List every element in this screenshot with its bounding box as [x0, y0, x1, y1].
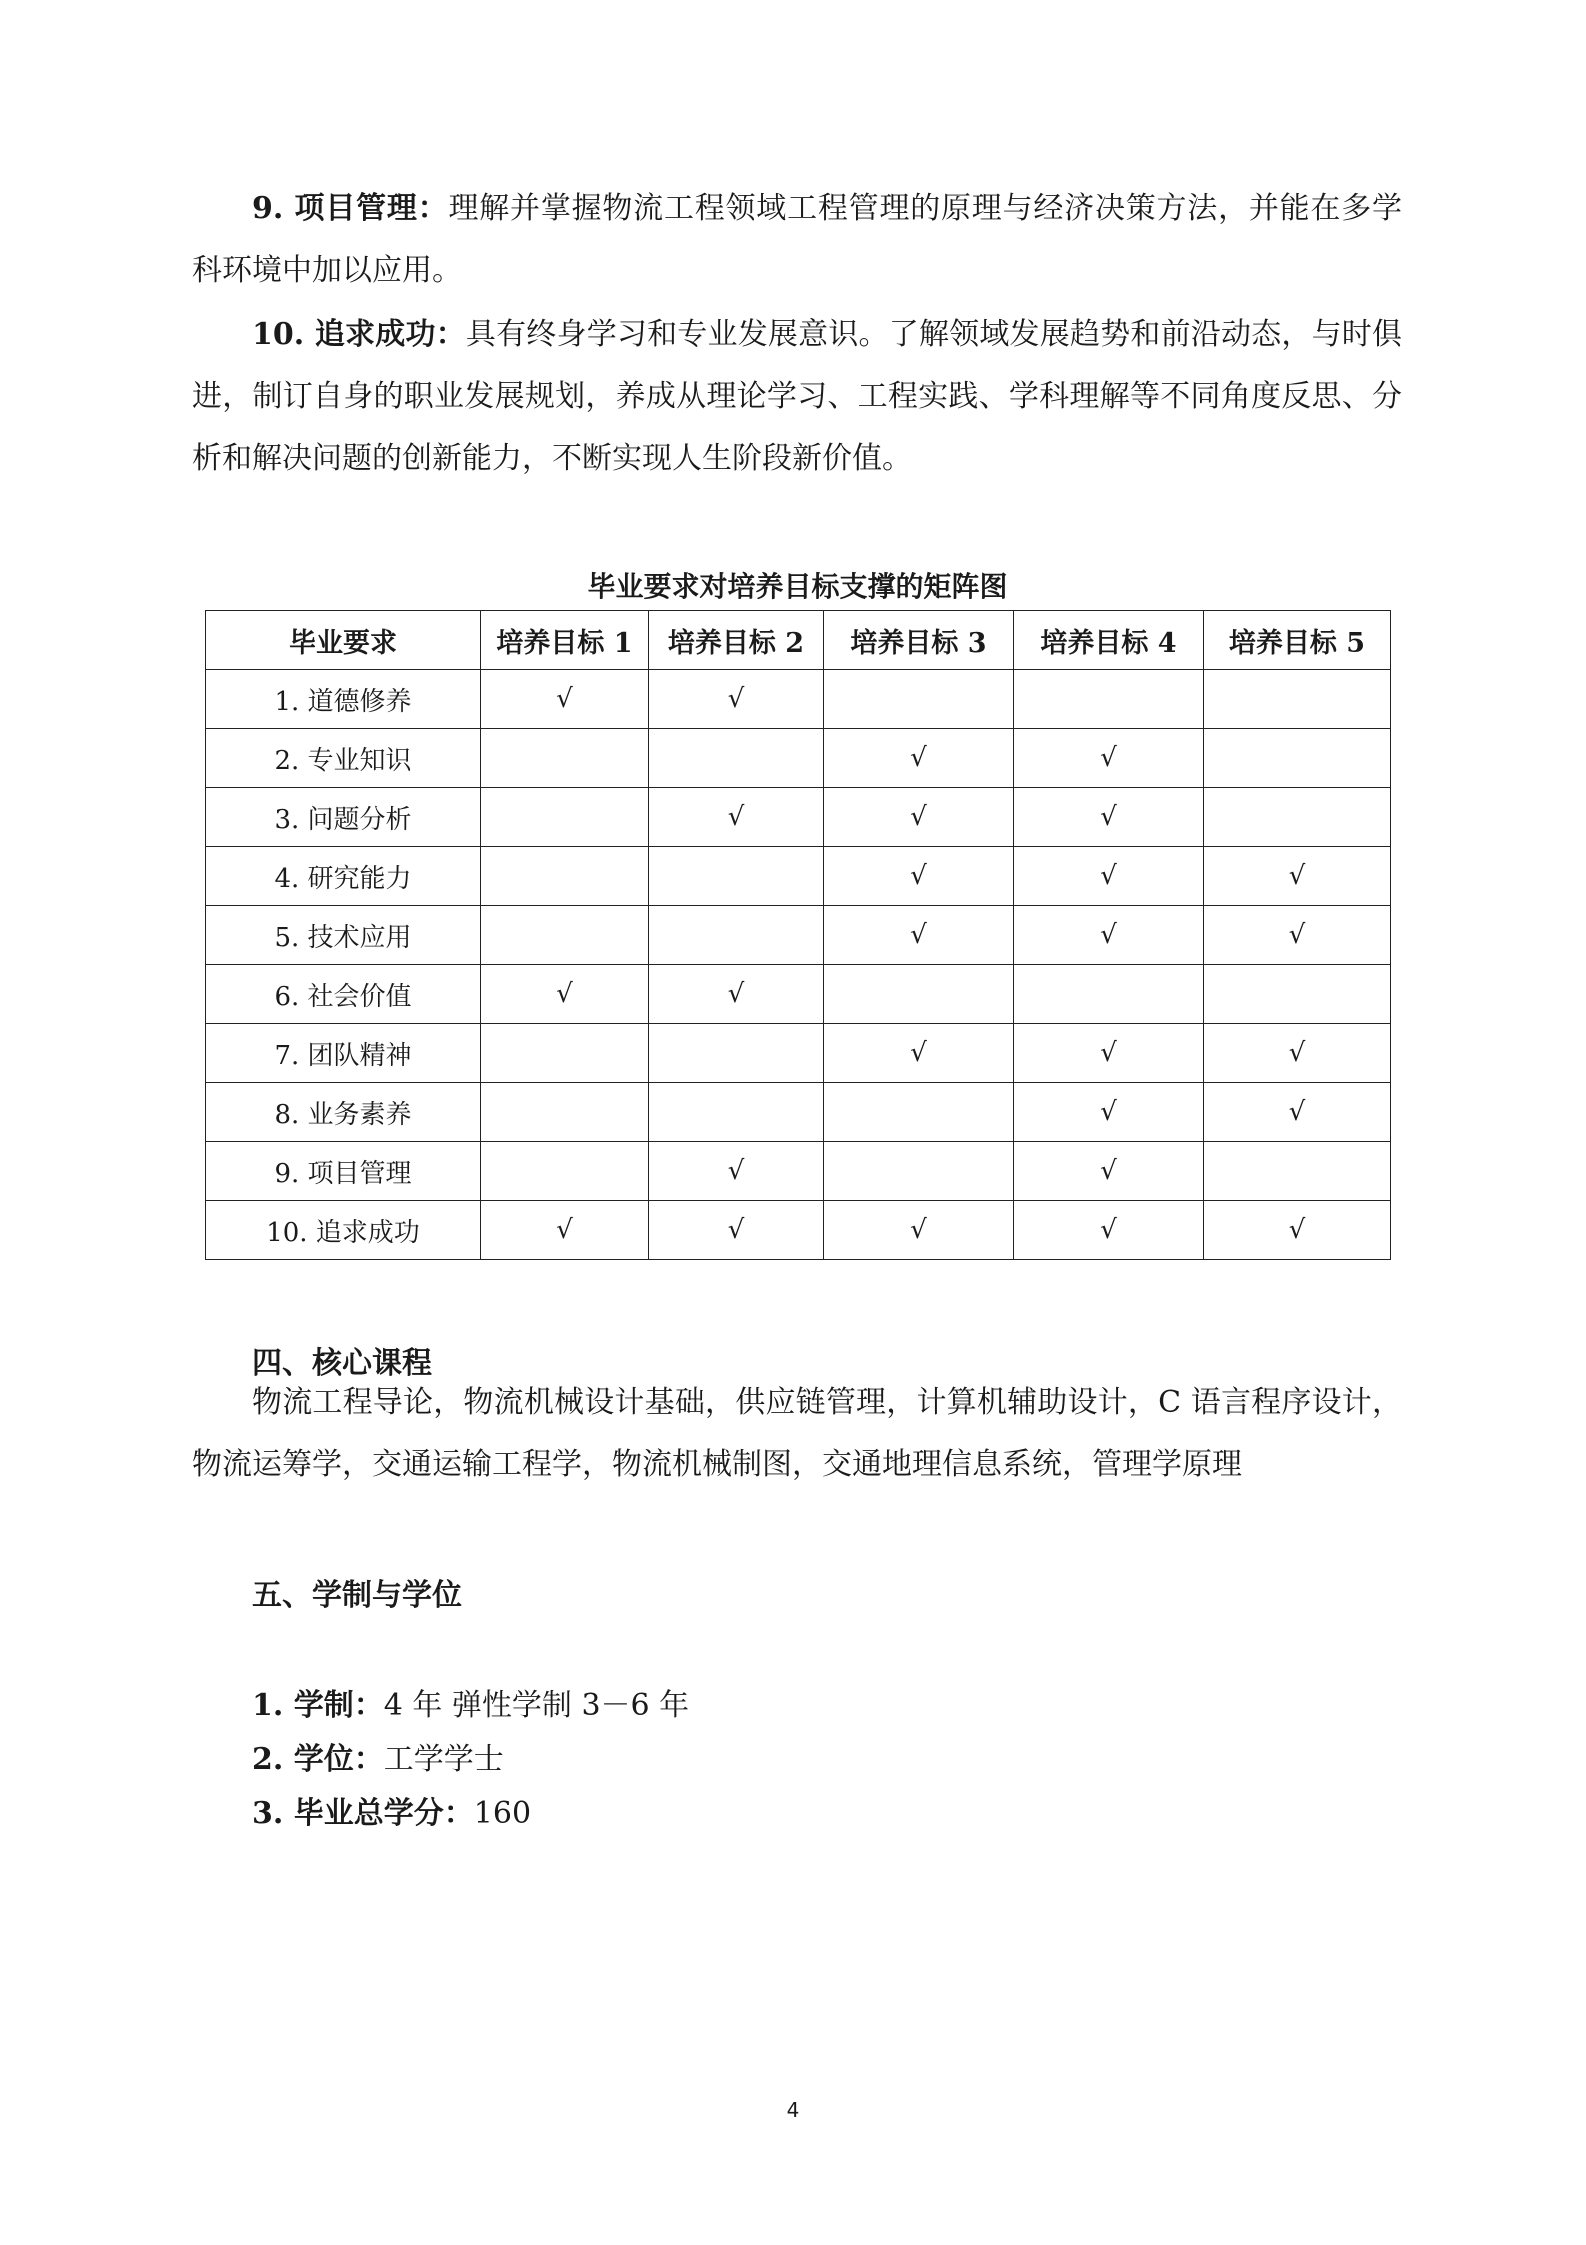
check-mark-cell: √: [824, 847, 1014, 906]
check-mark-cell: √: [1014, 847, 1204, 906]
check-mark-cell: [481, 729, 649, 788]
check-mark-cell: √: [1204, 847, 1391, 906]
check-mark-cell: [1014, 965, 1204, 1024]
table-row: [206, 1024, 1391, 1083]
check-mark-cell: [649, 1024, 824, 1083]
requirement-cell: 9. 项目管理: [206, 1142, 481, 1201]
column-header: 培养目标 1: [481, 611, 649, 670]
section-heading-core-courses: 四、核心课程: [252, 1346, 432, 1381]
page-number: 4: [786, 2098, 800, 2122]
check-mark-cell: √: [1014, 788, 1204, 847]
column-header: 培养目标 4: [1014, 611, 1204, 670]
table-row: [206, 670, 1391, 729]
check-mark-cell: [1204, 1142, 1391, 1201]
check-mark-cell: [481, 1083, 649, 1142]
check-mark-cell: √: [481, 1201, 649, 1260]
paragraph-text: 具有终身学习和专业发展意识。了解领域发展趋势和前沿动态，与时俱进，制订自身的职业发展规划，养成从理论学习、工程实践、学科理解等不同角度反思、分析和解决问题的创新能力，不断实现人生阶段新价值。: [192, 317, 1403, 476]
check-mark-cell: [481, 788, 649, 847]
section-heading-duration-degree: 五、学制与学位: [252, 1578, 462, 1613]
check-mark-cell: √: [824, 1024, 1014, 1083]
paragraph-project-management: [192, 178, 1402, 302]
check-mark-cell: √: [824, 729, 1014, 788]
check-mark-cell: √: [824, 906, 1014, 965]
check-mark-cell: √: [1014, 1142, 1204, 1201]
table-row: [206, 729, 1391, 788]
check-mark-cell: √: [824, 1201, 1014, 1260]
check-mark-cell: √: [1204, 1024, 1391, 1083]
requirement-cell: 3. 问题分析: [206, 788, 481, 847]
item-value: 工学学士: [383, 1742, 504, 1777]
check-mark-cell: √: [1014, 729, 1204, 788]
requirement-cell: 10. 追求成功: [206, 1201, 481, 1260]
check-mark-cell: [1204, 670, 1391, 729]
requirement-cell: 7. 团队精神: [206, 1024, 481, 1083]
check-mark-cell: [481, 847, 649, 906]
table-title: 毕业要求对培养目标支撑的矩阵图: [587, 570, 1008, 603]
table-row: [206, 965, 1391, 1024]
check-mark-cell: [824, 1083, 1014, 1142]
check-mark-cell: [1204, 788, 1391, 847]
item-value: 160: [473, 1796, 532, 1831]
check-mark-cell: √: [649, 788, 824, 847]
check-mark-cell: [824, 965, 1014, 1024]
paragraph-lead: 10. 追求成功：: [252, 317, 466, 352]
check-mark-cell: √: [1204, 906, 1391, 965]
requirement-cell: 6. 社会价值: [206, 965, 481, 1024]
table-header-row: [206, 611, 1391, 670]
check-mark-cell: [1204, 729, 1391, 788]
item-label: 2. 学位：: [252, 1742, 384, 1777]
check-mark-cell: [1204, 965, 1391, 1024]
check-mark-cell: √: [1014, 1083, 1204, 1142]
column-header: 培养目标 2: [649, 611, 824, 670]
item-label: 3. 毕业总学分：: [252, 1796, 474, 1831]
check-mark-cell: [824, 1142, 1014, 1201]
check-mark-cell: [481, 906, 649, 965]
check-mark-cell: √: [1014, 1201, 1204, 1260]
requirement-cell: 2. 专业知识: [206, 729, 481, 788]
check-mark-cell: √: [1204, 1083, 1391, 1142]
check-mark-cell: √: [649, 670, 824, 729]
check-mark-cell: [481, 1142, 649, 1201]
check-mark-cell: [824, 670, 1014, 729]
check-mark-cell: √: [1014, 906, 1204, 965]
check-mark-cell: √: [649, 1142, 824, 1201]
support-matrix-table: [205, 610, 1391, 1260]
requirement-cell: 1. 道德修养: [206, 670, 481, 729]
check-mark-cell: √: [481, 965, 649, 1024]
table-row: [206, 1201, 1391, 1260]
paragraph-pursue-success: [192, 304, 1402, 490]
core-courses-text: 物流工程导论，物流机械设计基础，供应链管理，计算机辅助设计，C 语言程序设计，物流运筹学，交通运输工程学，物流机械制图，交通地理信息系统，管理学原理: [192, 1385, 1402, 1482]
check-mark-cell: √: [649, 1201, 824, 1260]
paragraph-text: 理解并掌握物流工程领域工程管理的原理与经济决策方法，并能在多学科环境中加以应用。: [192, 191, 1402, 288]
table-row: [206, 788, 1391, 847]
check-mark-cell: √: [649, 965, 824, 1024]
column-header: 培养目标 5: [1204, 611, 1391, 670]
table-row: [206, 906, 1391, 965]
check-mark-cell: √: [481, 670, 649, 729]
check-mark-cell: √: [1204, 1201, 1391, 1260]
check-mark-cell: [481, 1024, 649, 1083]
degree-item: [252, 1734, 504, 1778]
total-credits-item: [252, 1788, 531, 1832]
column-header: 培养目标 3: [824, 611, 1014, 670]
requirement-cell: 8. 业务素养: [206, 1083, 481, 1142]
table-row: [206, 1083, 1391, 1142]
paragraph-lead: 9. 项目管理：: [252, 191, 449, 226]
check-mark-cell: [649, 847, 824, 906]
duration-item: [252, 1680, 689, 1724]
table-row: [206, 847, 1391, 906]
requirement-cell: 4. 研究能力: [206, 847, 481, 906]
check-mark-cell: √: [824, 788, 1014, 847]
check-mark-cell: √: [1014, 1024, 1204, 1083]
check-mark-cell: [1014, 670, 1204, 729]
table-row: [206, 1142, 1391, 1201]
requirement-cell: 5. 技术应用: [206, 906, 481, 965]
check-mark-cell: [649, 729, 824, 788]
check-mark-cell: [649, 906, 824, 965]
item-label: 1. 学制：: [252, 1688, 384, 1723]
column-header: 毕业要求: [206, 611, 481, 670]
check-mark-cell: [649, 1083, 824, 1142]
item-value: 4 年 弹性学制 3－6 年: [383, 1688, 690, 1723]
